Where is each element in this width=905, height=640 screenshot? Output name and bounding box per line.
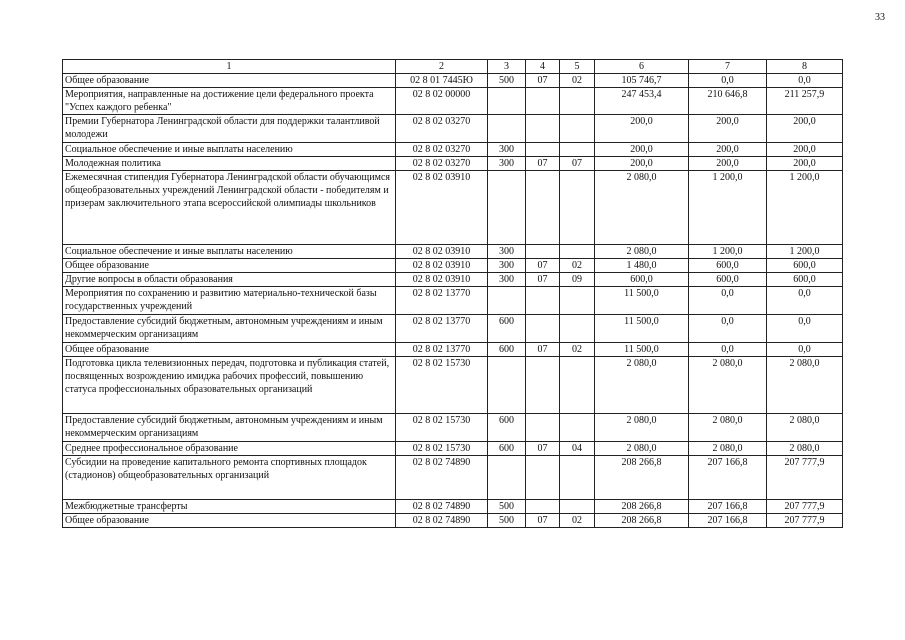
- row-amount-year2: 2 080,0: [689, 357, 767, 414]
- table-row: [63, 259, 843, 273]
- table-row: [63, 157, 843, 171]
- row-subsection: [560, 456, 595, 500]
- row-expense-type: 300: [488, 245, 526, 259]
- row-amount-year2: 207 166,8: [689, 500, 767, 514]
- row-amount-year2: 0,0: [689, 74, 767, 88]
- row-name: Субсидии на проведение капитального ремонта спортивных площадок (стадионов) общеобразовательных организаций: [63, 456, 396, 500]
- row-code: 02 8 02 74890: [396, 514, 488, 528]
- row-code: 02 8 02 03910: [396, 171, 488, 245]
- row-section: 07: [526, 514, 560, 528]
- row-subsection: [560, 414, 595, 442]
- header-row: [63, 60, 843, 74]
- row-subsection: 07: [560, 157, 595, 171]
- row-section: 07: [526, 442, 560, 456]
- column-header: 6: [595, 60, 689, 74]
- row-amount-year3: 0,0: [767, 74, 843, 88]
- row-subsection: 02: [560, 514, 595, 528]
- row-amount-year2: 210 646,8: [689, 88, 767, 115]
- row-amount-year1: 247 453,4: [595, 88, 689, 115]
- row-amount-year2: 0,0: [689, 343, 767, 357]
- page-number: 33: [875, 12, 885, 23]
- row-amount-year2: 1 200,0: [689, 245, 767, 259]
- row-expense-type: [488, 115, 526, 143]
- row-code: 02 8 02 13770: [396, 315, 488, 343]
- row-section: [526, 88, 560, 115]
- row-subsection: 02: [560, 74, 595, 88]
- row-amount-year3: 600,0: [767, 259, 843, 273]
- row-amount-year3: 2 080,0: [767, 357, 843, 414]
- row-amount-year1: 208 266,8: [595, 456, 689, 500]
- row-expense-type: 500: [488, 500, 526, 514]
- row-name: Предоставление субсидий бюджетным, автономным учреждениям и иным некоммерческим организациям: [63, 414, 396, 442]
- row-subsection: [560, 245, 595, 259]
- row-expense-type: [488, 287, 526, 315]
- column-header: 5: [560, 60, 595, 74]
- table-row: [63, 74, 843, 88]
- row-subsection: [560, 357, 595, 414]
- row-amount-year3: 600,0: [767, 273, 843, 287]
- row-subsection: [560, 171, 595, 245]
- row-amount-year3: 207 777,9: [767, 456, 843, 500]
- table-row: [63, 315, 843, 343]
- row-expense-type: [488, 456, 526, 500]
- row-section: [526, 143, 560, 157]
- table-row: [63, 500, 843, 514]
- row-subsection: 04: [560, 442, 595, 456]
- row-subsection: [560, 287, 595, 315]
- row-amount-year1: 2 080,0: [595, 357, 689, 414]
- row-amount-year1: 2 080,0: [595, 414, 689, 442]
- table-row: [63, 287, 843, 315]
- column-header: 7: [689, 60, 767, 74]
- row-amount-year2: 1 200,0: [689, 171, 767, 245]
- table-row: [63, 343, 843, 357]
- row-expense-type: 600: [488, 414, 526, 442]
- row-subsection: [560, 88, 595, 115]
- row-section: [526, 500, 560, 514]
- row-amount-year1: 2 080,0: [595, 245, 689, 259]
- row-code: 02 8 02 15730: [396, 357, 488, 414]
- column-header: 1: [63, 60, 396, 74]
- row-code: 02 8 02 74890: [396, 500, 488, 514]
- row-amount-year2: 207 166,8: [689, 514, 767, 528]
- row-expense-type: [488, 88, 526, 115]
- table-row: [63, 115, 843, 143]
- row-name: Общее образование: [63, 74, 396, 88]
- row-code: 02 8 02 03910: [396, 273, 488, 287]
- row-amount-year1: 208 266,8: [595, 514, 689, 528]
- row-code: 02 8 02 00000: [396, 88, 488, 115]
- row-amount-year3: 1 200,0: [767, 245, 843, 259]
- row-code: 02 8 02 74890: [396, 456, 488, 500]
- row-name: Подготовка цикла телевизионных передач, подготовка и публикация статей, посвященных возрождению имиджа рабочих профессий, повышению статуса профессиональных образовательных организаций: [63, 357, 396, 414]
- row-section: [526, 456, 560, 500]
- row-amount-year1: 1 480,0: [595, 259, 689, 273]
- row-amount-year3: 200,0: [767, 157, 843, 171]
- row-name: Другие вопросы в области образования: [63, 273, 396, 287]
- row-amount-year1: 11 500,0: [595, 315, 689, 343]
- row-section: 07: [526, 273, 560, 287]
- row-section: 07: [526, 74, 560, 88]
- row-amount-year3: 200,0: [767, 143, 843, 157]
- row-amount-year1: 11 500,0: [595, 343, 689, 357]
- row-name: Предоставление субсидий бюджетным, автономным учреждениям и иным некоммерческим организациям: [63, 315, 396, 343]
- row-subsection: [560, 500, 595, 514]
- row-code: 02 8 02 03910: [396, 245, 488, 259]
- row-code: 02 8 02 03910: [396, 259, 488, 273]
- row-subsection: 02: [560, 259, 595, 273]
- row-name: Мероприятия по сохранению и развитию материально-технической базы государственных учреждений: [63, 287, 396, 315]
- row-amount-year3: 211 257,9: [767, 88, 843, 115]
- row-expense-type: [488, 171, 526, 245]
- row-name: Мероприятия, направленные на достижение цели федерального проекта "Успех каждого ребенка": [63, 88, 396, 115]
- row-section: [526, 357, 560, 414]
- row-code: 02 8 02 13770: [396, 343, 488, 357]
- table-row: [63, 442, 843, 456]
- row-name: Ежемесячная стипендия Губернатора Ленинградской области обучающимся общеобразовательных учреждений Ленинградской области - победителям и призерам заключительного этапа всероссийской олимпиады школьников: [63, 171, 396, 245]
- table-row: [63, 514, 843, 528]
- column-header: 2: [396, 60, 488, 74]
- row-amount-year1: 11 500,0: [595, 287, 689, 315]
- row-expense-type: 500: [488, 514, 526, 528]
- row-section: [526, 315, 560, 343]
- column-header: 4: [526, 60, 560, 74]
- row-amount-year3: 2 080,0: [767, 442, 843, 456]
- table-row: [63, 273, 843, 287]
- row-code: 02 8 02 03270: [396, 157, 488, 171]
- row-name: Премии Губернатора Ленинградской области для поддержки талантливой молодежи: [63, 115, 396, 143]
- row-code: 02 8 02 03270: [396, 115, 488, 143]
- row-subsection: 02: [560, 343, 595, 357]
- table-row: [63, 143, 843, 157]
- row-name: Межбюджетные трансферты: [63, 500, 396, 514]
- row-code: 02 8 01 7445Ю: [396, 74, 488, 88]
- row-amount-year3: 0,0: [767, 287, 843, 315]
- row-code: 02 8 02 15730: [396, 442, 488, 456]
- row-expense-type: 500: [488, 74, 526, 88]
- row-amount-year1: 200,0: [595, 115, 689, 143]
- row-subsection: [560, 115, 595, 143]
- row-subsection: 09: [560, 273, 595, 287]
- row-section: 07: [526, 157, 560, 171]
- row-amount-year2: 200,0: [689, 115, 767, 143]
- row-expense-type: 300: [488, 273, 526, 287]
- row-name: Социальное обеспечение и иные выплаты населению: [63, 143, 396, 157]
- table-row: [63, 171, 843, 245]
- row-name: Молодежная политика: [63, 157, 396, 171]
- row-amount-year2: 200,0: [689, 157, 767, 171]
- row-amount-year3: 2 080,0: [767, 414, 843, 442]
- row-section: [526, 245, 560, 259]
- row-section: 07: [526, 343, 560, 357]
- row-expense-type: 300: [488, 157, 526, 171]
- table-row: [63, 456, 843, 500]
- row-name: Общее образование: [63, 343, 396, 357]
- row-amount-year1: 600,0: [595, 273, 689, 287]
- row-expense-type: 300: [488, 259, 526, 273]
- row-amount-year2: 600,0: [689, 273, 767, 287]
- row-name: Среднее профессиональное образование: [63, 442, 396, 456]
- budget-table: [62, 59, 843, 528]
- row-section: [526, 171, 560, 245]
- row-expense-type: 600: [488, 343, 526, 357]
- row-subsection: [560, 315, 595, 343]
- row-amount-year1: 200,0: [595, 157, 689, 171]
- row-amount-year2: 0,0: [689, 315, 767, 343]
- row-expense-type: [488, 357, 526, 414]
- row-amount-year2: 0,0: [689, 287, 767, 315]
- row-amount-year2: 2 080,0: [689, 414, 767, 442]
- row-amount-year3: 207 777,9: [767, 514, 843, 528]
- row-name: Общее образование: [63, 514, 396, 528]
- row-section: [526, 414, 560, 442]
- row-section: [526, 287, 560, 315]
- row-expense-type: 600: [488, 442, 526, 456]
- row-section: [526, 115, 560, 143]
- row-code: 02 8 02 15730: [396, 414, 488, 442]
- row-amount-year1: 105 746,7: [595, 74, 689, 88]
- row-amount-year2: 207 166,8: [689, 456, 767, 500]
- row-amount-year3: 200,0: [767, 115, 843, 143]
- table-row: [63, 357, 843, 414]
- row-code: 02 8 02 13770: [396, 287, 488, 315]
- row-amount-year2: 200,0: [689, 143, 767, 157]
- row-amount-year1: 2 080,0: [595, 171, 689, 245]
- row-expense-type: 600: [488, 315, 526, 343]
- row-amount-year2: 600,0: [689, 259, 767, 273]
- row-amount-year3: 207 777,9: [767, 500, 843, 514]
- row-amount-year1: 2 080,0: [595, 442, 689, 456]
- row-section: 07: [526, 259, 560, 273]
- column-header: 3: [488, 60, 526, 74]
- table-row: [63, 245, 843, 259]
- row-amount-year1: 208 266,8: [595, 500, 689, 514]
- row-amount-year3: 0,0: [767, 343, 843, 357]
- table-row: [63, 88, 843, 115]
- row-name: Социальное обеспечение и иные выплаты населению: [63, 245, 396, 259]
- table-row: [63, 414, 843, 442]
- row-amount-year2: 2 080,0: [689, 442, 767, 456]
- row-amount-year3: 0,0: [767, 315, 843, 343]
- row-name: Общее образование: [63, 259, 396, 273]
- row-expense-type: 300: [488, 143, 526, 157]
- row-amount-year3: 1 200,0: [767, 171, 843, 245]
- column-header: 8: [767, 60, 843, 74]
- row-code: 02 8 02 03270: [396, 143, 488, 157]
- row-amount-year1: 200,0: [595, 143, 689, 157]
- row-subsection: [560, 143, 595, 157]
